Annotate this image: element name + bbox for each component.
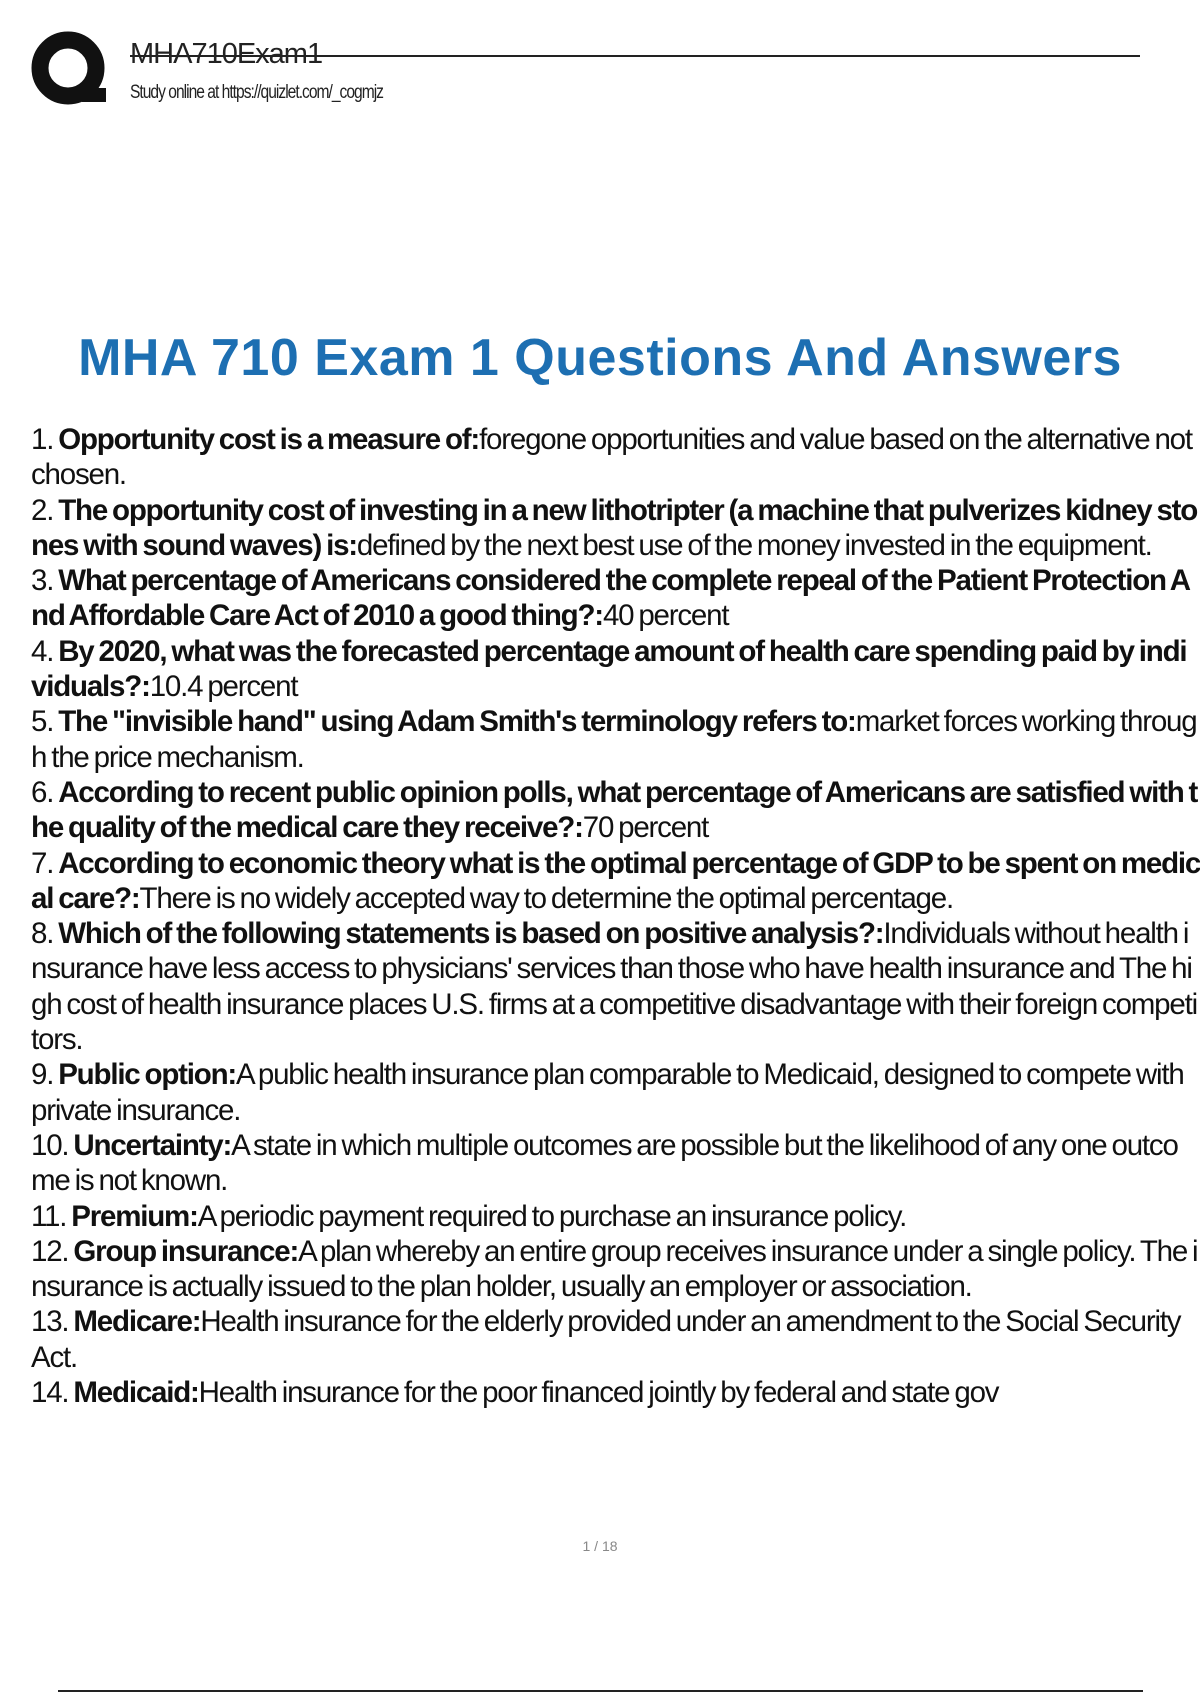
qa-item bbox=[31, 916, 1200, 1057]
qa-item bbox=[31, 422, 1200, 493]
question: The "invisible hand" using Adam Smith's terminology refers to: bbox=[58, 705, 856, 739]
item-number: 1. bbox=[31, 423, 54, 456]
answer: 10.4 percent bbox=[149, 670, 298, 704]
question: Medicaid: bbox=[73, 1376, 199, 1410]
question: According to economic theory what is the optimal percentage of GDP to be spent on medical care?: bbox=[31, 846, 1200, 915]
answer: foregone opportunities and value based on the alternative not chosen. bbox=[31, 423, 1192, 492]
answer: market forces working through the price mechanism. bbox=[31, 705, 1197, 774]
question: By 2020, what was the forecasted percentage amount of health care spending paid by individuals?: bbox=[31, 634, 1187, 704]
item-number: 4. bbox=[31, 634, 54, 668]
answer: 70 percent bbox=[582, 811, 709, 845]
item-number: 9. bbox=[31, 1058, 54, 1092]
footer-rule bbox=[58, 1690, 1143, 1692]
answer: There is no widely accepted way to determine the optimal percentage. bbox=[139, 881, 953, 915]
question: Public option: bbox=[58, 1058, 237, 1092]
item-number: 12. bbox=[31, 1234, 69, 1268]
question: What percentage of Americans considered the complete repeal of the Patient Protection And Affordable Care Act of 2010 a good thing?: bbox=[31, 564, 1190, 633]
qa-item bbox=[31, 1057, 1200, 1128]
item-number: 5. bbox=[31, 705, 54, 739]
item-number: 3. bbox=[31, 564, 54, 598]
answer: 40 percent bbox=[602, 599, 729, 633]
answer: Individuals without health insurance have less access to physicians' services than those who have health insurance and The high cost of health insurance places U.S. firms at a competitive disadvantage with their foreign competitors. bbox=[31, 917, 1197, 1057]
page-number: 1 / 18 bbox=[582, 1538, 618, 1554]
item-number: 8. bbox=[31, 917, 54, 951]
answer: A state in which multiple outcomes are possible but the likelihood of any one outcome is not known. bbox=[31, 1128, 1178, 1198]
qa-item bbox=[31, 1128, 1200, 1199]
question: The opportunity cost of investing in a new lithotripter (a machine that pulverizes kidney stones with sound waves) is: bbox=[31, 493, 1198, 562]
question: Which of the following statements is based on positive analysis?: bbox=[58, 917, 884, 951]
question: Premium: bbox=[71, 1199, 198, 1233]
question: Medicare: bbox=[73, 1305, 201, 1339]
qa-item bbox=[31, 704, 1200, 775]
answer: A public health insurance plan comparable to Medicaid, designed to compete with private insurance. bbox=[31, 1058, 1184, 1127]
question: Opportunity cost is a measure of: bbox=[58, 423, 480, 456]
qa-item bbox=[31, 1375, 1200, 1410]
question: According to recent public opinion polls, what percentage of Americans are satisfied with the quality of the medical care they receive?: bbox=[31, 775, 1198, 845]
answer: A periodic payment required to purchase an insurance policy. bbox=[197, 1199, 907, 1233]
item-number: 11. bbox=[31, 1199, 67, 1233]
header-title: MHA710Exam1 bbox=[130, 38, 323, 70]
item-number: 14. bbox=[31, 1376, 69, 1410]
answer: Health insurance for the poor financed jointly by federal and state gov bbox=[198, 1376, 999, 1410]
item-number: 10. bbox=[31, 1128, 69, 1162]
qa-item bbox=[31, 1199, 1200, 1234]
qa-item bbox=[31, 846, 1200, 917]
answer: defined by the next best use of the money invested in the equipment. bbox=[356, 528, 1152, 562]
document-title: MHA 710 Exam 1 Questions And Answers bbox=[78, 329, 1122, 387]
qa-item bbox=[31, 775, 1200, 846]
qa-item bbox=[31, 1304, 1200, 1375]
item-number: 2. bbox=[31, 493, 54, 527]
item-number: 7. bbox=[31, 846, 54, 880]
header-subtitle: Study online at https://quizlet.com/_cogmjz bbox=[130, 82, 383, 103]
answer: Health insurance for the elderly provided under an amendment to the Social Security Act. bbox=[31, 1305, 1181, 1374]
item-number: 13. bbox=[31, 1305, 69, 1339]
qa-item bbox=[31, 563, 1200, 634]
quizlet-logo-icon bbox=[30, 30, 110, 110]
question: Uncertainty: bbox=[73, 1128, 232, 1162]
item-number: 6. bbox=[31, 775, 54, 809]
qa-list bbox=[31, 422, 1200, 1410]
qa-item bbox=[31, 1234, 1200, 1305]
qa-item bbox=[31, 493, 1200, 564]
question: Group insurance: bbox=[73, 1234, 299, 1268]
page-header bbox=[30, 28, 1140, 118]
qa-item bbox=[31, 634, 1200, 705]
answer: A plan whereby an entire group receives insurance under a single policy. The insurance is actually issued to the plan holder, usually an employer or association. bbox=[31, 1234, 1198, 1304]
